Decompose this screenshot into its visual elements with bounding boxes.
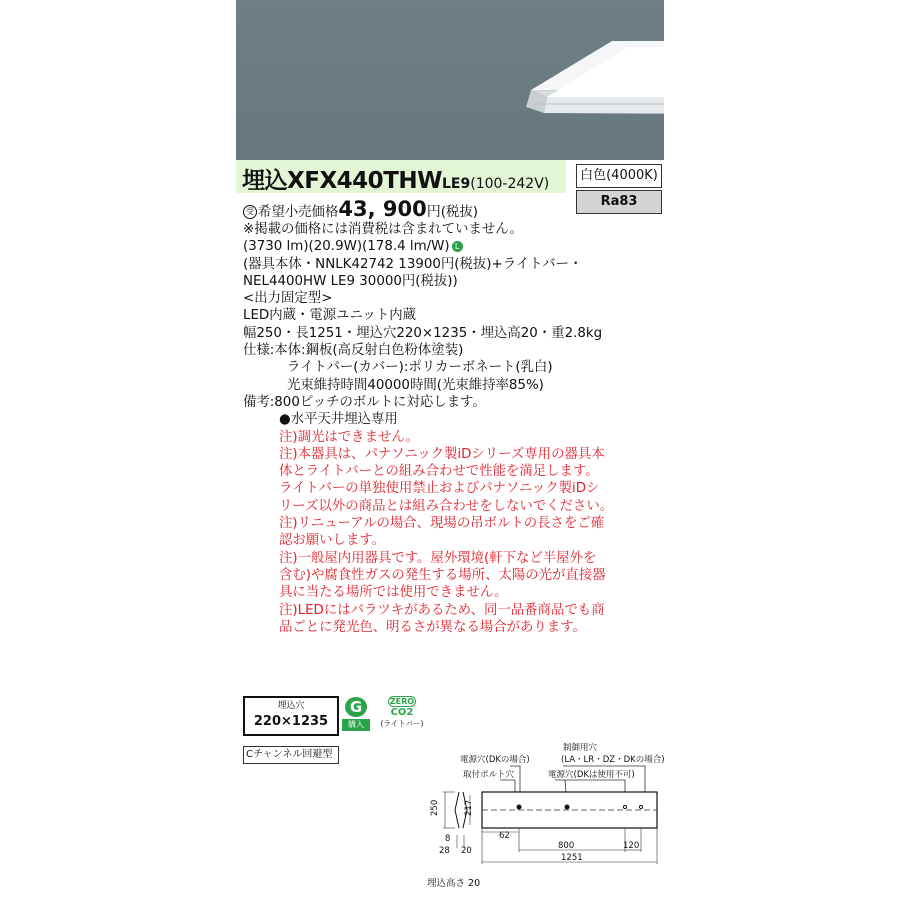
label-mount-bolt-hole: 取付ボルト穴 (463, 770, 515, 780)
tax-note: ※掲載の価格には消費税は含まれていません。 (243, 222, 523, 237)
performance-line (243, 238, 663, 255)
parts-line-2: NEL4400HW LE9 30000円(税抜)) (243, 273, 458, 289)
note-5a: 注)LEDにはバラツキがあるため、同一品番商品でも商 (279, 602, 605, 618)
dim-28: 28 (439, 846, 450, 856)
title-prefix: 埋込 (242, 168, 287, 194)
g-label: 購入 (342, 719, 370, 731)
dimension-diagram (415, 740, 665, 890)
cutout-value: 220×1235 (253, 714, 329, 729)
spec-line-2: ライトバー(カバー):ポリカーボネート(乳白) (287, 360, 553, 376)
price-value: 43, 900 (338, 197, 427, 221)
cutout-label: 埋込穴 (277, 701, 305, 711)
voltage: (100-242V) (470, 176, 550, 192)
co2-label: CO2 (390, 707, 414, 718)
label-control-hole: 制御用穴 (563, 743, 598, 753)
note-1: 注)調光はできません。 (279, 429, 419, 445)
dim-20: 20 (461, 846, 472, 856)
label-power-hole-dk: 電源穴(DKの場合) (460, 755, 530, 765)
note-4b: 含む)や腐食性ガスの発生する場所、太陽の光が直接器 (279, 567, 606, 583)
l-plus-icon: L (452, 241, 463, 252)
dim-250: 250 (430, 799, 440, 816)
dim-120: 120 (623, 841, 640, 851)
label-control-hole-types: (LA・LR・DZ・DKの場合) (561, 755, 665, 765)
model-number: XFX440THW (287, 168, 442, 194)
price-yen: 円 (426, 204, 441, 220)
product-photo (236, 0, 664, 160)
channel-badge: Cチャンネル回避型 (243, 746, 339, 764)
light-fixture-image (236, 0, 664, 160)
zero-co2-icon (380, 696, 424, 738)
price-label: 希望小売価格 (258, 205, 339, 220)
zero-label: ZERO (389, 697, 415, 706)
ra-value: Ra83 (576, 190, 662, 214)
green-purchase-icon (342, 697, 370, 731)
note-3a: 注)リニューアルの場合、現場の吊ボルトの長さをご確 (279, 516, 605, 532)
price-line (243, 197, 663, 221)
remarks-line: 備考:800ピッチのボルトに対応します。 (243, 394, 486, 410)
note-5b: 品ごとに発光色、明るさが異なる場合があります。 (279, 619, 586, 635)
note-2d: リーズ以外の商品とは組み合わせをしないでください。 (279, 498, 614, 514)
cutout-badge (243, 696, 339, 736)
product-title (242, 162, 549, 192)
dim-217: 217 (464, 799, 474, 816)
note-2c: ライトバーの単独使用禁止およびパナソニック製iDシ (279, 481, 600, 497)
builtin-line: LED内蔵・電源ユニット内蔵 (243, 308, 416, 324)
dim-800: 800 (558, 841, 575, 851)
dim-8: 8 (445, 834, 451, 844)
parts-line-1: (器具本体・NNLK42742 13900円(税抜)+ライトバー・ (243, 256, 583, 272)
light-color: 白色(4000K) (576, 164, 662, 188)
note-4a: 注)一般屋内用器具です。屋外環境(軒下など半屋外を (279, 550, 597, 566)
spec-line-1: 仕様:本体:鋼板(高反射白色粉体塗装) (243, 343, 464, 359)
price-tax: (税抜) (440, 205, 478, 220)
description (243, 197, 663, 636)
g-mark: G (345, 697, 367, 717)
note-2b: 体とライトバーとの組み合わせで性能を満足します。 (279, 464, 599, 480)
order-mark-icon: 受 (243, 205, 257, 219)
dimensions-line: 幅250・長1251・埋込穴220×1235・埋込高20・重2.8kg (243, 325, 603, 341)
embed-height: 埋込高さ 20 (427, 878, 481, 889)
note-4c: 具に当たる場所では使用できません。 (279, 585, 508, 601)
dim-62: 62 (499, 831, 510, 841)
note-3b: 認お願いします。 (279, 533, 386, 549)
ceiling-line: ●水平天井埋込専用 (279, 412, 398, 428)
performance: (3730 lm)(20.9W)(178.4 lm/W) (243, 239, 450, 255)
type-line: <出力固定型> (243, 291, 333, 307)
note-2a: 注)本器具は、パナソニック製iDシリーズ専用の器具本 (279, 446, 605, 462)
label-power-hole-not-dk: 電源穴(DKは使用不可) (548, 770, 635, 780)
lightbar-caption: (ライトバー) (380, 719, 424, 728)
model-suffix: LE9 (442, 176, 471, 192)
dim-1251: 1251 (561, 853, 583, 863)
spec-line-3: 光束維持時間40000時間(光束維持率85%) (287, 377, 544, 393)
